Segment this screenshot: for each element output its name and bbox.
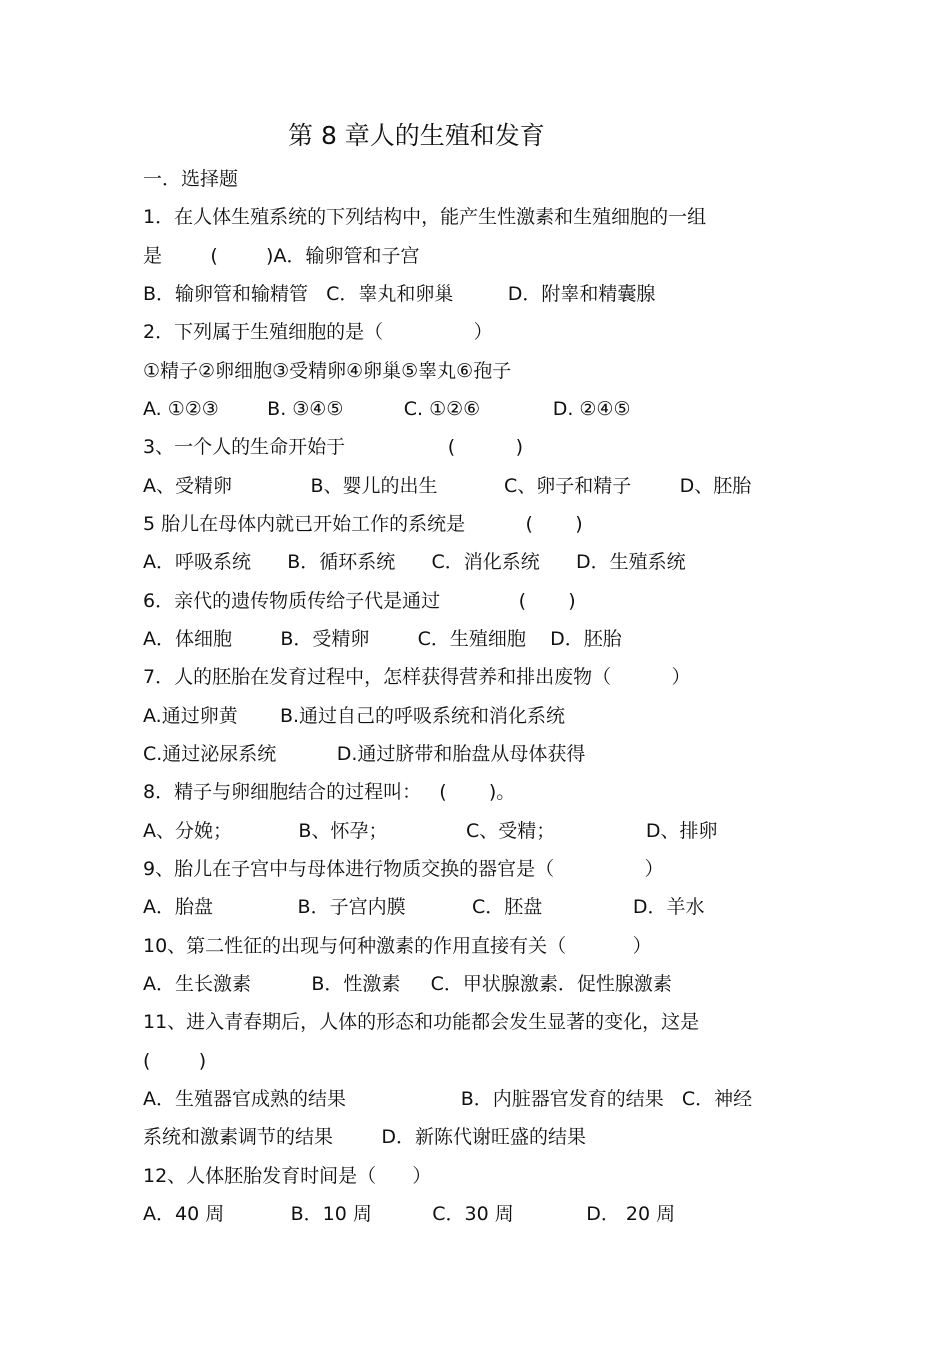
text-line: A、受精卵 B、婴儿的出生 C、卵子和精子 D、胚胎 (143, 475, 752, 497)
text-line: 11、进入青春期后，人体的形态和功能都会发生显著的变化，这是 (143, 1011, 700, 1033)
section-heading: 一．选择题 (143, 168, 239, 190)
text-line: 6．亲代的遗传物质传给子代是通过 ( ) (143, 590, 576, 612)
page-title: 第 8 章人的生殖和发育 (288, 121, 545, 150)
text-line: A．生长激素 B．性激素 C．甲状腺激素．促性腺激素 (143, 973, 672, 995)
text-line: A．呼吸系统 B．循环系统 C．消化系统 D．生殖系统 (143, 551, 686, 573)
text-line: 7．人的胚胎在发育过程中，怎样获得营养和排出废物（ ） (143, 666, 691, 688)
text-line: A．40 周 B．10 周 C．30 周 D． 20 周 (143, 1203, 676, 1225)
text-line: 5 胎儿在母体内就已开始工作的系统是 ( ) (143, 513, 583, 535)
text-line: 10、第二性征的出现与何种激素的作用直接有关（ ） (143, 935, 652, 957)
text-line: ( ) (143, 1050, 207, 1072)
text-line: ①精子②卵细胞③受精卵④卵巢⑤睾丸⑥孢子 (143, 360, 512, 382)
text-line: 系统和激素调节的结果 D．新陈代谢旺盛的结果 (143, 1126, 586, 1148)
text-line: 9、胎儿在子宫中与母体进行物质交换的器官是（ ） (143, 858, 664, 880)
text-line: 8．精子与卵细胞结合的过程叫： ( )。 (143, 781, 516, 803)
text-line: C.通过泌尿系统 D.通过脐带和胎盘从母体获得 (143, 743, 586, 765)
text-line: 是 ( )A．输卵管和子宫 (143, 245, 420, 267)
text-line: A. ①②③ B. ③④⑤ C. ①②⑥ D. ②④⑤ (143, 398, 631, 420)
text-line: A．胎盘 B．子宫内膜 C．胚盘 D．羊水 (143, 896, 705, 918)
text-line: 3、一个人的生命开始于 ( ) (143, 436, 523, 458)
text-line: B．输卵管和输精管 C．睾丸和卵巢 D．附睾和精囊腺 (143, 283, 656, 305)
text-line: A、分娩； B、怀孕； C、受精； D、排卵 (143, 820, 718, 842)
text-line: 1．在人体生殖系统的下列结构中，能产生性激素和生殖细胞的一组 (143, 206, 707, 228)
text-line: A．体细胞 B．受精卵 C．生殖细胞 D．胚胎 (143, 628, 622, 650)
text-line: A.通过卵黄 B.通过自己的呼吸系统和消化系统 (143, 705, 566, 727)
text-line: 12、人体胚胎发育时间是（ ） (143, 1165, 432, 1187)
text-line: A．生殖器官成熟的结果 B．内脏器官发育的结果 C．神经 (143, 1088, 753, 1110)
text-line: 2．下列属于生殖细胞的是（ ） (143, 321, 493, 343)
